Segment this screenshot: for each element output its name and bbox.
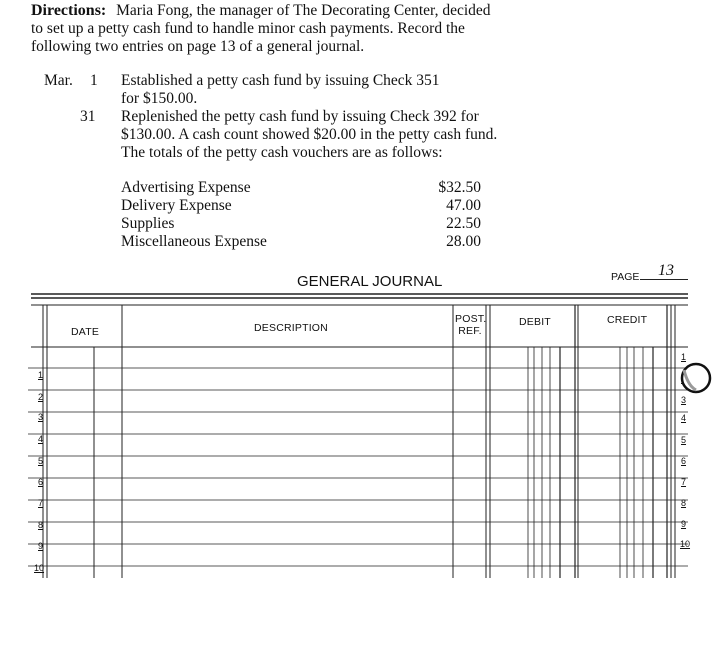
directions-text-2: to set up a petty cash fund to handle minor cash payments. Record the <box>31 20 465 37</box>
journal-title: GENERAL JOURNAL <box>297 273 443 290</box>
right-row-number: 4 <box>681 413 687 423</box>
right-row-number: 1 <box>681 352 687 362</box>
left-row-number: 7 <box>38 498 44 508</box>
voucher-amount: 22.50 <box>446 215 481 232</box>
left-row-number: 10 <box>34 563 45 573</box>
column-header-post-ref <box>455 313 485 337</box>
left-row-number: 2 <box>38 392 44 402</box>
entry-2-line-3: The totals of the petty cash vouchers are as follows: <box>121 144 443 161</box>
left-row-number: 4 <box>38 434 44 444</box>
entry-1-line-2: for $150.00. <box>121 90 198 107</box>
entry-2-line-2: $130.00. A cash count showed $20.00 in the petty cash fund. <box>121 126 498 143</box>
right-row-number: 9 <box>681 519 687 529</box>
voucher-account: Delivery Expense <box>121 197 232 214</box>
left-row-number: 1 <box>38 370 44 380</box>
entry-day-31: 31 <box>80 108 96 125</box>
left-row-number: 5 <box>38 456 44 466</box>
post-ref-line-2: REF. <box>458 325 482 337</box>
left-row-number: 8 <box>38 520 44 530</box>
binder-hole-icon <box>676 360 712 396</box>
voucher-account: Supplies <box>121 215 175 232</box>
left-row-number: 9 <box>38 541 44 551</box>
column-header-description: DESCRIPTION <box>254 322 328 334</box>
entry-1-line-1: Established a petty cash fund by issuing Check 351 <box>121 72 440 89</box>
voucher-amount: 28.00 <box>446 233 481 250</box>
voucher-amount: 47.00 <box>446 197 481 214</box>
column-header-debit: DEBIT <box>519 316 551 328</box>
voucher-account: Miscellaneous Expense <box>121 233 267 250</box>
right-row-number: 8 <box>681 498 687 508</box>
right-row-number: 3 <box>681 395 687 405</box>
entry-2-line-1: Replenished the petty cash fund by issuing Check 392 for <box>121 108 479 125</box>
directions-text-1: Maria Fong, the manager of The Decorating Center, decided <box>116 2 491 19</box>
right-row-number: 5 <box>681 435 687 445</box>
right-row-number: 10 <box>680 539 691 549</box>
voucher-account: Advertising Expense <box>121 179 251 196</box>
left-row-number: 6 <box>38 477 44 487</box>
post-ref-line-1: POST. <box>455 313 487 325</box>
voucher-amount: $32.50 <box>438 179 481 196</box>
entry-day-1: 1 <box>90 72 98 89</box>
column-header-credit: CREDIT <box>607 314 648 326</box>
right-row-number: 6 <box>681 456 687 466</box>
entry-month: Mar. <box>44 72 73 89</box>
directions-text-3: following two entries on page 13 of a general journal. <box>31 38 365 55</box>
page-label: PAGE <box>611 271 640 283</box>
left-row-number: 3 <box>38 412 44 422</box>
page-number: 13 <box>658 262 674 279</box>
directions-label: Directions: <box>31 2 107 19</box>
right-row-number: 7 <box>681 477 687 487</box>
column-header-date: DATE <box>71 326 100 338</box>
